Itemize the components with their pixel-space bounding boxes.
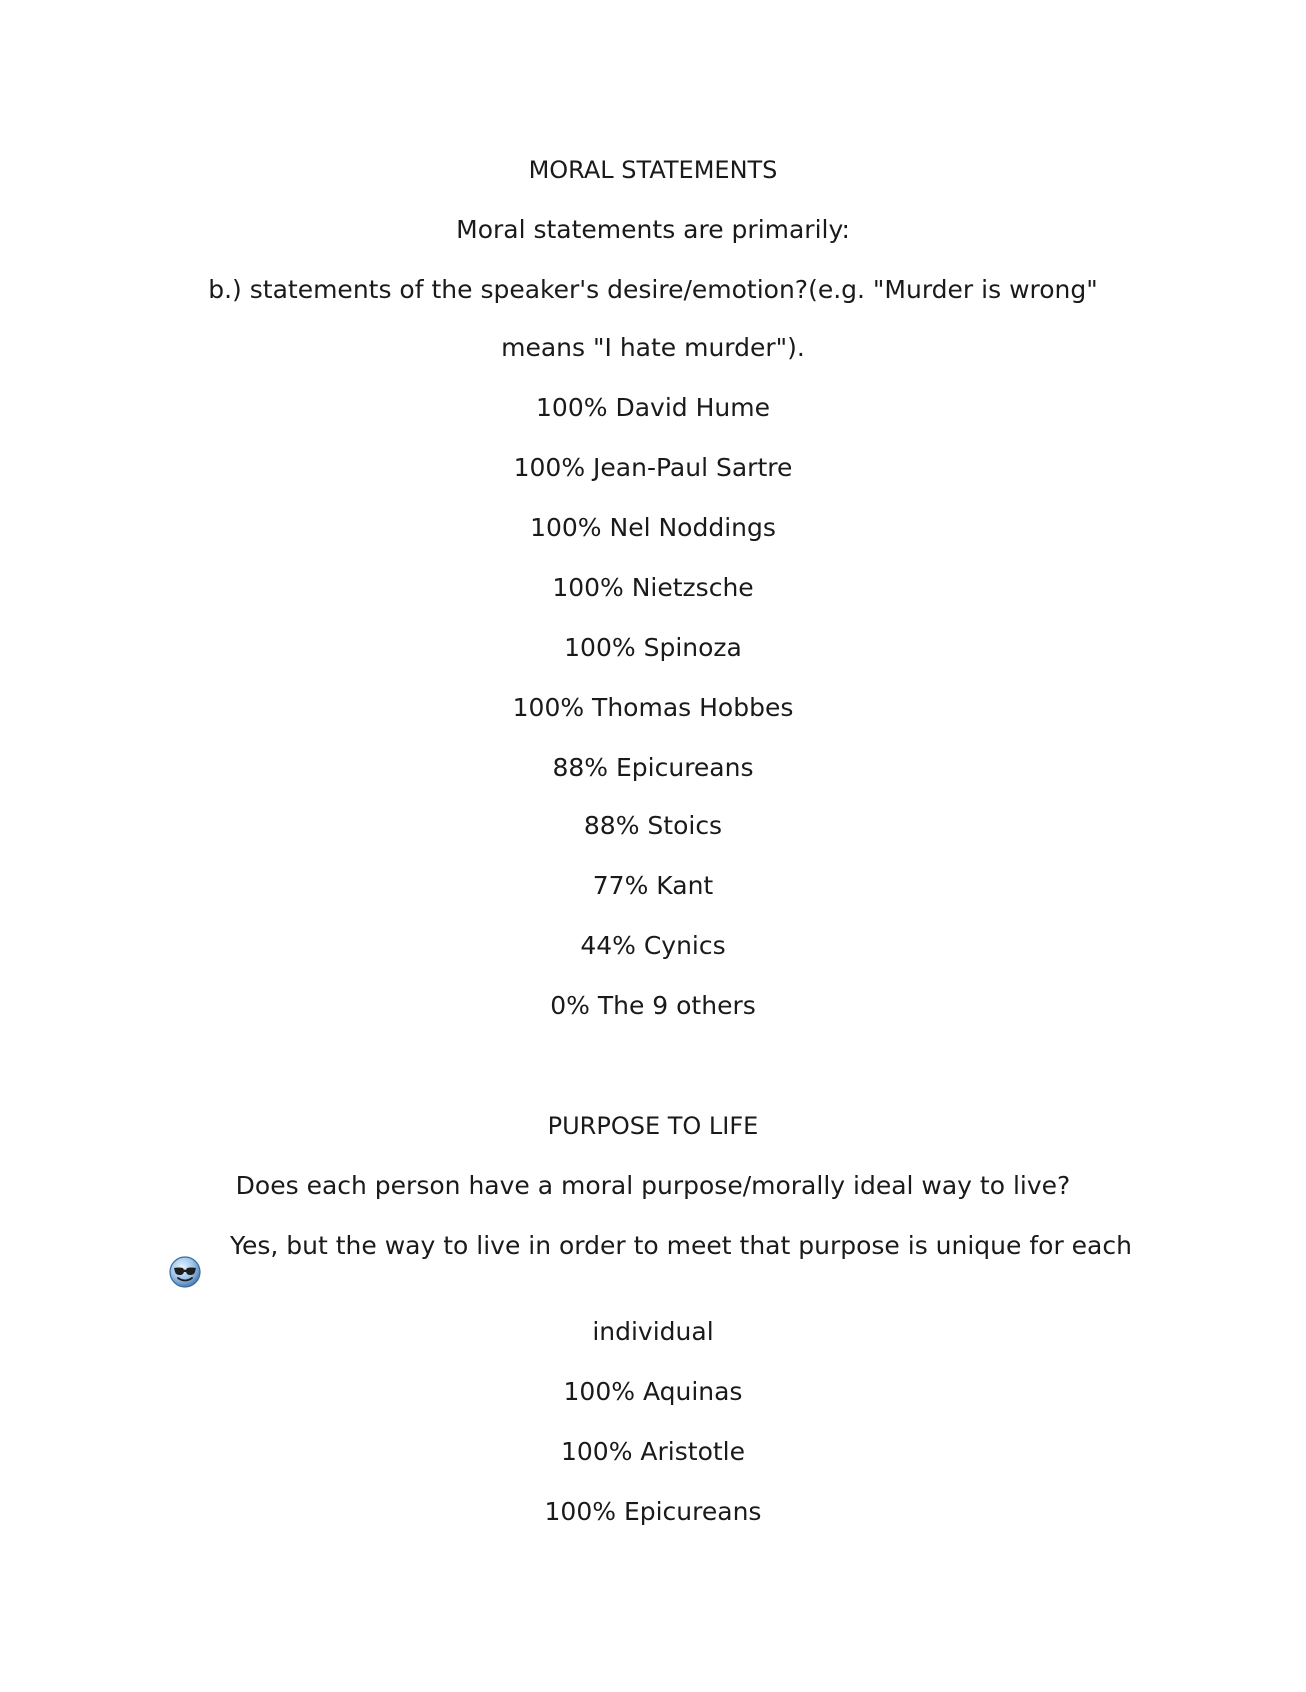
result-item: 44% Cynics <box>580 931 726 960</box>
result-item: 100% Jean-Paul Sartre <box>513 453 793 482</box>
result-item: 100% Nietzsche <box>552 573 754 602</box>
purpose-to-life-heading: PURPOSE TO LIFE <box>547 1112 759 1140</box>
result-item: 100% Spinoza <box>564 633 742 662</box>
result-item: 100% Thomas Hobbes <box>512 693 794 722</box>
purpose-to-life-question: Does each person have a moral purpose/morally ideal way to live? <box>235 1171 1071 1200</box>
moral-statements-question: Moral statements are primarily: <box>456 215 850 244</box>
moral-statements-heading: MORAL STATEMENTS <box>528 156 778 184</box>
result-item: 100% Aquinas <box>563 1377 743 1406</box>
result-item: 100% Nel Noddings <box>530 513 776 542</box>
moral-statements-answer-line2: means "I hate murder"). <box>501 333 805 362</box>
result-item: 100% David Hume <box>536 393 770 422</box>
result-item: 77% Kant <box>592 871 714 900</box>
result-item: 88% Stoics <box>583 811 723 840</box>
result-item: 0% The 9 others <box>550 991 756 1020</box>
purpose-to-life-answer-line1: Yes, but the way to live in order to meet that purpose is unique for each <box>230 1231 1132 1260</box>
purpose-to-life-answer-line2: individual <box>592 1317 714 1346</box>
result-item: 88% Epicureans <box>552 753 754 782</box>
result-item: 100% Aristotle <box>561 1437 745 1466</box>
result-item: 100% Epicureans <box>544 1497 762 1526</box>
moral-statements-answer-line1: b.) statements of the speaker's desire/emotion?(e.g. "Murder is wrong" <box>208 275 1098 304</box>
